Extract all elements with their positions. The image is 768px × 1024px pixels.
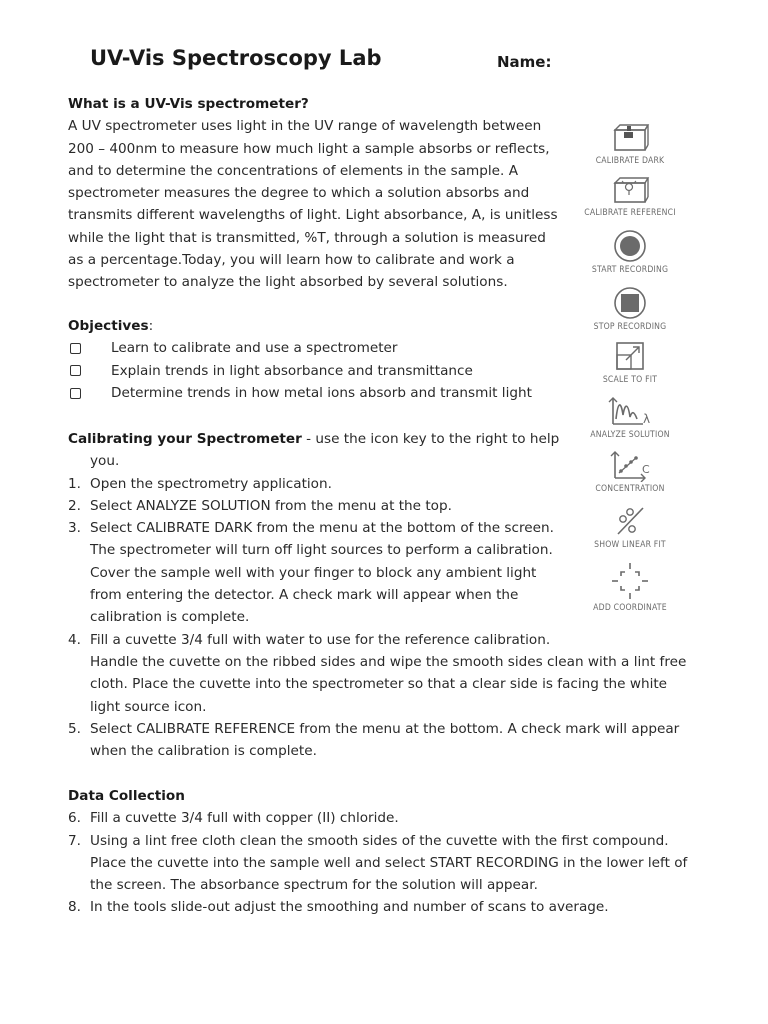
objectives-heading-row [68,315,578,337]
icon-label: CALIBRATE REFERENCI [584,208,676,218]
objective-checkbox[interactable] [70,343,81,354]
step-line: calibration is complete. [90,609,250,626]
step-line: the screen. The absorbance spectrum for the solution will appear. [90,877,538,894]
step-line: Select ANALYZE SOLUTION from the menu at the top. [90,497,452,514]
calibrate-reference-icon [610,174,650,206]
icon-key-item-add-coordinate [578,561,682,613]
step-text [90,830,708,897]
step-number: 8. [68,899,81,916]
add-coordinate-icon [610,561,650,601]
icon-key-item-concentration [578,449,682,494]
step-line: when the calibration is complete. [90,743,317,760]
analyze-solution-icon [605,395,655,428]
intro-line: spectrometer measures the degree to which a solution absorbs and [68,185,530,202]
objectives-heading: Objectives [68,318,149,334]
objective-item [68,360,578,382]
step-number: 5. [68,720,81,737]
step-line: light source icon. [90,698,207,715]
step-number: 1. [68,475,81,492]
step-item [68,807,708,829]
objectives-section [68,315,578,404]
svg-text:λ: λ [643,412,651,426]
intro-line: while the light that is transmitted, %T, through a solution is measured [68,229,546,246]
step-number: 2. [68,497,81,514]
intro-line: as a percentage.Today, you will learn how to calibrate and work a [68,252,515,269]
intro-line: A UV spectrometer uses light in the UV range of wavelength between [68,118,542,135]
step-item [68,896,708,918]
step-line: from entering the detector. A check mark will appear when the [90,587,519,604]
icon-key-item-calibrate-reference [578,174,682,218]
objective-text: Learn to calibrate and use a spectrometer [111,340,398,357]
intro-line: spectrometer to analyze the light absorbed by several solutions. [68,274,508,291]
objective-item [68,337,578,359]
icon-key-item-start-recording [578,229,682,275]
stop-recording-icon [612,286,648,320]
icon-label: CONCENTRATION [595,484,665,494]
objectives-colon: : [148,318,154,334]
step-line: Cover the sample well with your finger to block any ambient light [90,564,537,581]
icon-label: STOP RECORDING [593,322,667,332]
objective-checkbox[interactable] [70,365,81,376]
icon-key-item-show-linear-fit [578,504,682,550]
objective-checkbox[interactable] [70,388,81,399]
calibrating-heading-cont: you. [90,453,120,470]
step-item [68,718,708,763]
step-line: Using a lint free cloth clean the smooth sides of the cuvette with the first compound. [90,832,669,849]
step-line: Open the spectrometry application. [90,475,332,492]
objective-item [68,382,578,404]
step-text [90,629,708,718]
step-text [90,896,708,918]
step-line: The spectrometer will turn off light sources to perform a calibration. [90,542,553,559]
intro-line: and to determine the concentrations of elements in the sample. A [68,162,518,179]
scale-to-fit-icon [612,341,648,373]
show-linear-fit-icon [610,504,650,538]
icon-key-item-calibrate-dark [578,122,682,166]
icon-label: SHOW LINEAR FIT [594,540,666,550]
icon-label: SCALE TO FIT [602,375,658,385]
step-number: 6. [68,810,81,827]
intro-section [68,93,588,294]
intro-line: 200 – 400nm to measure how much light a sample absorbs or reflects, [68,140,550,157]
step-line: In the tools slide-out adjust the smoothing and number of scans to average. [90,899,609,916]
icon-key-item-stop-recording [578,286,682,332]
start-recording-icon [612,229,648,263]
calibrate-dark-icon [610,122,650,154]
page-title: UV-Vis Spectroscopy Lab [90,46,382,70]
step-line: Place the cuvette into the sample well and select START RECORDING in the lower left of [90,854,688,871]
step-line: Fill a cuvette 3/4 full with copper (II) chloride. [90,810,399,827]
step-number: 4. [68,631,81,648]
intro-heading: What is a UV-Vis spectrometer? [68,96,309,112]
icon-key-item-scale-to-fit [578,341,682,385]
step-text [90,807,708,829]
step-line: Fill a cuvette 3/4 full with water to use for the reference calibration. [90,631,551,648]
step-number: 3. [68,520,81,537]
concentration-icon [605,449,655,482]
objective-text: Determine trends in how metal ions absorb and transmit light [111,384,532,401]
step-line: Select CALIBRATE REFERENCE from the menu at the bottom. A check mark will appear [90,720,680,737]
step-number: 7. [68,832,81,849]
data-collection-heading: Data Collection [68,788,185,804]
icon-key-item-analyze-solution [578,395,682,440]
icon-label: CALIBRATE DARK [595,156,665,166]
calibrating-heading-rest: - use the icon key to the right to help [301,431,560,447]
icon-label: ANALYZE SOLUTION [590,430,670,440]
svg-text:C: C [642,463,650,476]
step-line: cloth. Place the cuvette into the spectrometer so that a clear side is facing the white [90,676,668,693]
icon-label: START RECORDING [591,265,669,275]
calibrating-heading: Calibrating your Spectrometer [68,431,302,447]
step-item [68,830,708,897]
objective-text: Explain trends in light absorbance and transmittance [111,362,473,379]
intro-line: transmits different wavelengths of light. Light absorbance, A, is unitless [68,207,558,224]
data-collection-section [68,785,708,919]
name-label: Name: [497,53,552,71]
step-text [90,718,708,763]
step-line: Select CALIBRATE DARK from the menu at the bottom of the screen. [90,520,554,537]
step-line: Handle the cuvette on the ribbed sides and wipe the smooth sides clean with a lint free [90,653,687,670]
step-item [68,629,708,718]
icon-label: ADD COORDINATE [593,603,667,613]
